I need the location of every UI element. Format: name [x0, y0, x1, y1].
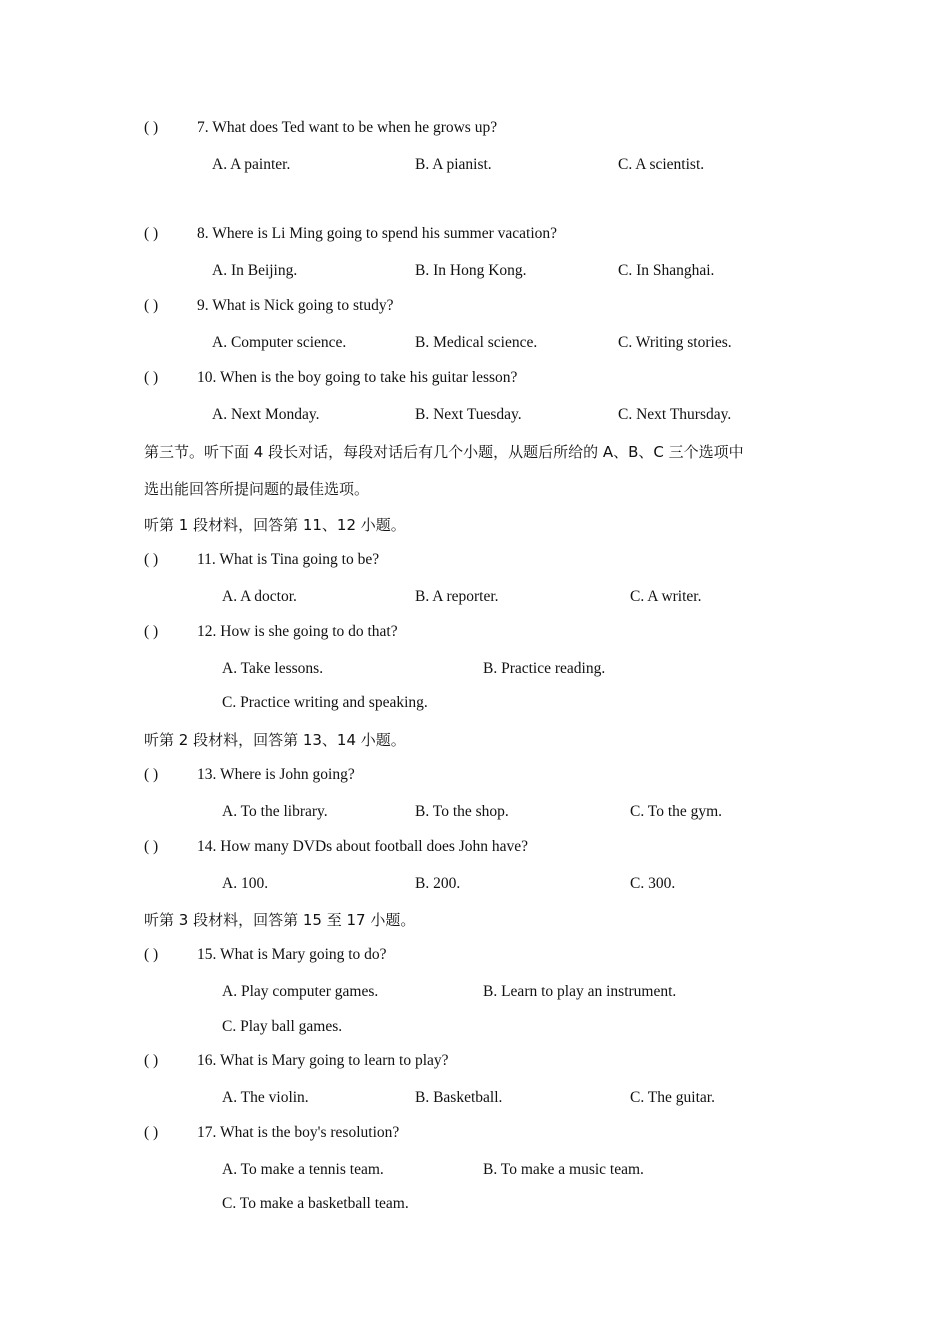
option-a: A. The violin. — [222, 1089, 309, 1106]
material-1-heading: 听第 1 段材料，回答第 11、12 小题。 — [144, 516, 406, 534]
option-a: A. Computer science. — [212, 334, 347, 351]
question-stem: 8. Where is Li Ming going to spend his summer vacation? — [197, 225, 558, 242]
question-stem: 17. What is the boy's resolution? — [197, 1124, 400, 1141]
option-b: B. 200. — [415, 875, 461, 892]
option-c: C. To the gym. — [630, 803, 723, 820]
option-a: A. Take lessons. — [222, 660, 324, 677]
answer-blank[interactable]: ( ) — [144, 946, 159, 963]
option-a: A. To make a tennis team. — [222, 1161, 384, 1178]
option-a: A. Next Monday. — [212, 406, 320, 423]
question-10 — [144, 368, 517, 388]
answer-blank[interactable]: ( ) — [144, 623, 159, 640]
answer-blank[interactable]: ( ) — [144, 1124, 159, 1141]
option-b: B. To make a music team. — [483, 1161, 644, 1178]
answer-blank[interactable]: ( ) — [144, 766, 159, 783]
option-b: B. Practice reading. — [483, 660, 606, 677]
question-12 — [144, 622, 398, 642]
material-3-heading: 听第 3 段材料，回答第 15 至 17 小题。 — [144, 911, 416, 929]
option-b: B. To the shop. — [415, 803, 509, 820]
option-a: A. A doctor. — [222, 588, 297, 605]
option-c: C. Next Thursday. — [618, 406, 732, 423]
question-stem: 14. How many DVDs about football does John have? — [197, 838, 529, 855]
option-c: C. 300. — [630, 875, 676, 892]
option-c: C. A writer. — [630, 588, 702, 605]
option-c: C. The guitar. — [630, 1089, 715, 1106]
option-b: B. In Hong Kong. — [415, 262, 527, 279]
section-instruction-cont: 选出能回答所提问题的最佳选项。 — [144, 480, 370, 498]
question-stem: 10. When is the boy going to take his guitar lesson? — [197, 369, 518, 386]
question-16 — [144, 1051, 449, 1071]
option-b: B. Next Tuesday. — [415, 406, 522, 423]
question-15 — [144, 945, 387, 965]
material-2-heading: 听第 2 段材料，回答第 13、14 小题。 — [144, 731, 406, 749]
answer-blank[interactable]: ( ) — [144, 225, 159, 242]
answer-blank[interactable]: ( ) — [144, 1052, 159, 1069]
option-a: A. In Beijing. — [212, 262, 298, 279]
question-stem: 12. How is she going to do that? — [197, 623, 398, 640]
option-b: B. Learn to play an instrument. — [483, 983, 677, 1000]
option-b: B. Medical science. — [415, 334, 538, 351]
question-7 — [144, 118, 497, 138]
option-a: A. A painter. — [212, 156, 291, 173]
question-17 — [144, 1123, 399, 1143]
question-11 — [144, 550, 379, 570]
question-8 — [144, 224, 557, 244]
question-9 — [144, 296, 393, 316]
answer-blank[interactable]: ( ) — [144, 551, 159, 568]
option-c: C. A scientist. — [618, 156, 705, 173]
option-c: C. To make a basketball team. — [222, 1195, 409, 1212]
question-stem: 16. What is Mary going to learn to play? — [197, 1052, 449, 1069]
option-c: C. Practice writing and speaking. — [222, 694, 428, 711]
option-c: C. Play ball games. — [222, 1018, 343, 1035]
option-a: A. To the library. — [222, 803, 328, 820]
option-b: B. Basketball. — [415, 1089, 503, 1106]
option-a: A. 100. — [222, 875, 269, 892]
question-stem: 11. What is Tina going to be? — [197, 551, 380, 568]
question-stem: 9. What is Nick going to study? — [197, 297, 394, 314]
option-b: B. A reporter. — [415, 588, 499, 605]
question-stem: 7. What does Ted want to be when he grows up? — [197, 119, 498, 136]
answer-blank[interactable]: ( ) — [144, 838, 159, 855]
section-instruction: 第三节。听下面 4 段长对话，每段对话后有几个小题，从题后所给的 A、B、C 三个选项中 — [144, 443, 744, 461]
option-c: C. In Shanghai. — [618, 262, 715, 279]
option-b: B. A pianist. — [415, 156, 492, 173]
answer-blank[interactable]: ( ) — [144, 297, 159, 314]
question-13 — [144, 765, 355, 785]
option-a: A. Play computer games. — [222, 983, 379, 1000]
option-c: C. Writing stories. — [618, 334, 732, 351]
question-stem: 13. Where is John going? — [197, 766, 355, 783]
question-14 — [144, 837, 528, 857]
answer-blank[interactable]: ( ) — [144, 119, 159, 136]
question-stem: 15. What is Mary going to do? — [197, 946, 387, 963]
answer-blank[interactable]: ( ) — [144, 369, 159, 386]
